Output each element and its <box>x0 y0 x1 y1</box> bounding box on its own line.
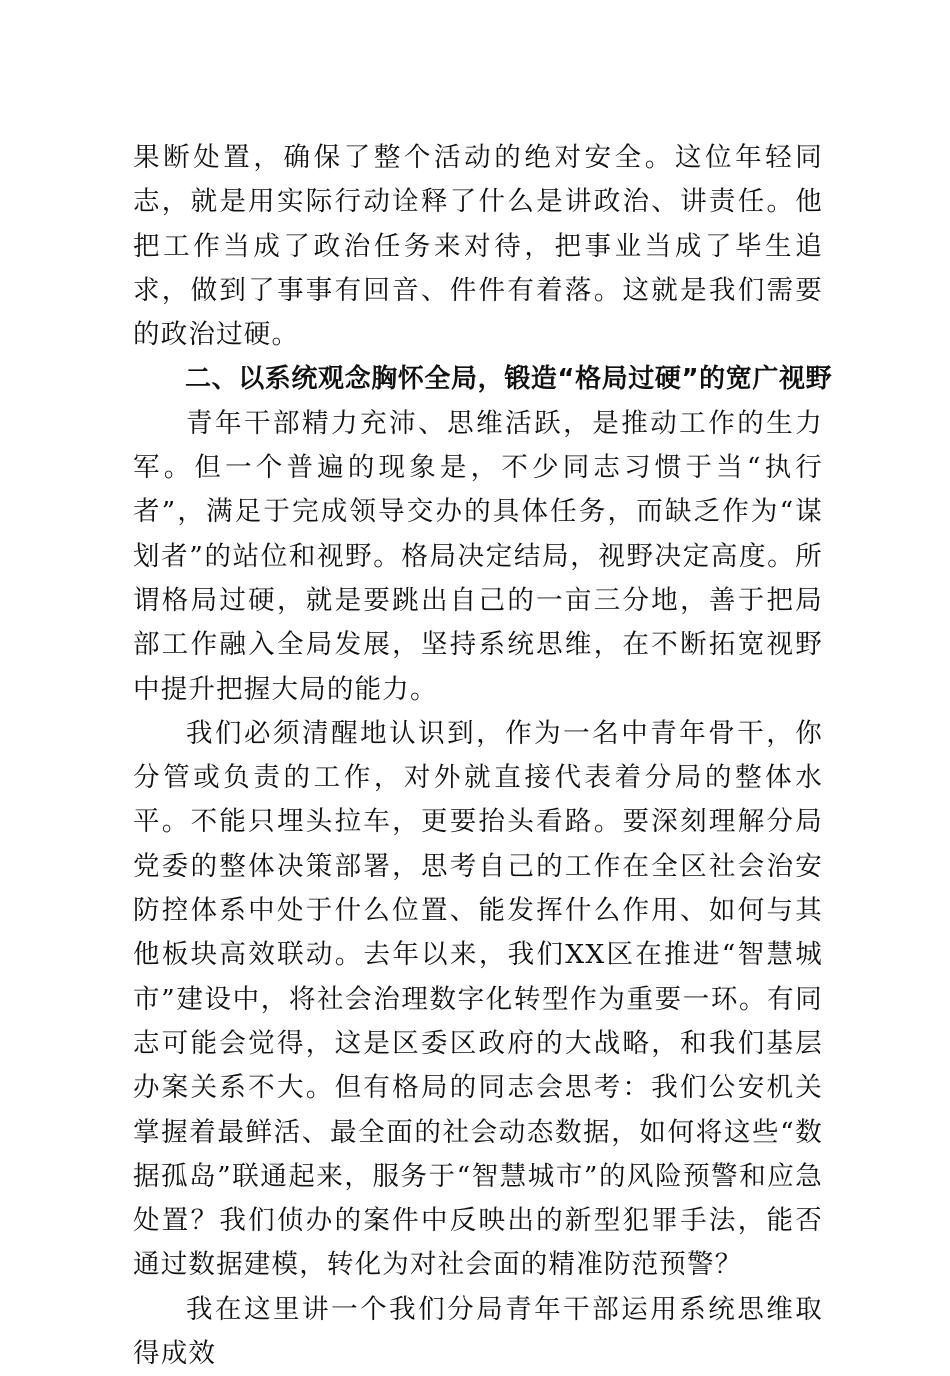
document-body <box>133 136 833 1376</box>
paragraph-continuation: 果断处置，确保了整个活动的绝对安全。这位年轻同志，就是用实际行动诠释了什么是讲政治、讲责任。他把工作当成了政治任务来对待，把事业当成了毕生追求，做到了事事有回音、件件有着落。这就是我们需要的政治过硬。 <box>133 142 823 351</box>
paragraph-main: 我们必须清醒地认识到，作为一名中青年骨干，你分管或负责的工作，对外就直接代表着分局的整体水平。不能只埋头拉车，更要抬头看路。要深刻理解分局党委的整体决策部署，思考自己的工作在全区社会治安防控体系中处于什么位置、能发挥什么作用、如何与其他板块高效联动。去年以来，我们XX区在推进“智慧城市”建设中，将社会治理数字化转型作为重要一环。有同志可能会觉得，这是区委区政府的大战略，和我们基层办案关系不大。但有格局的同志会思考：我们公安机关掌握着最鲜活、最全面的社会动态数据，如何将这些“数据孤岛”联通起来，服务于“智慧城市”的风险预警和应急处置？我们侦办的案件中反映出的新型犯罪手法，能否通过数据建模，转化为对社会面的精准防范预警？ <box>133 717 823 1281</box>
section-heading: 二、以系统观念胸怀全局，锻造“格局过硬”的宽广视野 <box>185 364 833 395</box>
paragraph-story-start: 我在这里讲一个我们分局青年干部运用系统思维取得成效 <box>133 1293 823 1370</box>
paragraph-intro: 青年干部精力充沛、思维活跃，是推动工作的生力军。但一个普遍的现象是，不少同志习惯于当“执行者”，满足于完成领导交办的具体任务，而缺乏作为“谋划者”的站位和视野。格局决定结局，视野决定高度。所谓格局过硬，就是要跳出自己的一亩三分地，善于把局部工作融入全局发展，坚持系统思维，在不断拓宽视野中提升把握大局的能力。 <box>133 407 823 705</box>
